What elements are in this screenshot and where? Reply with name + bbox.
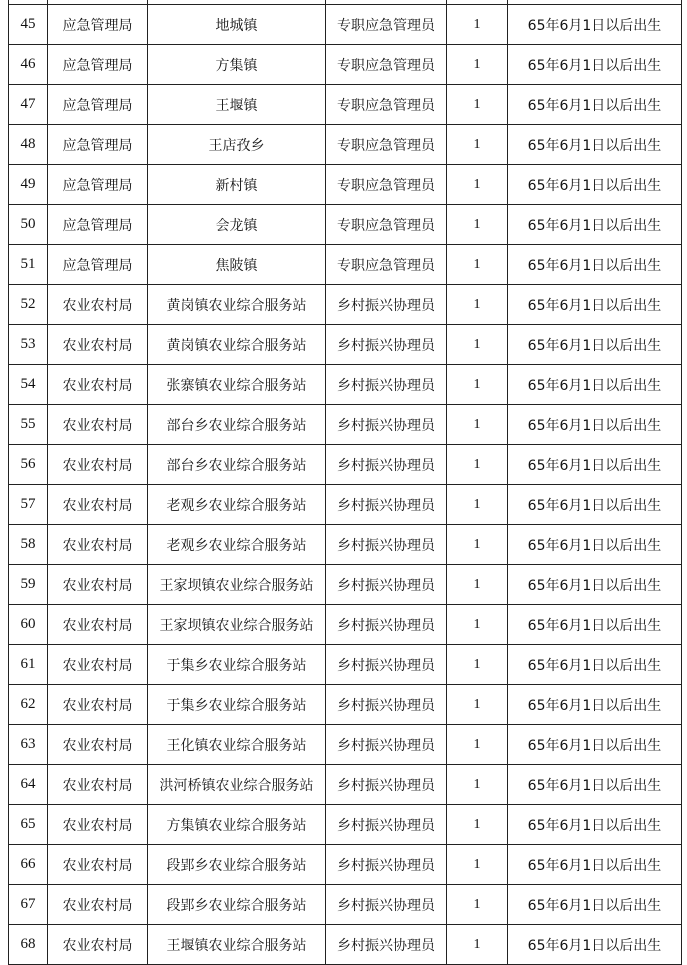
headcount-cell: 1 xyxy=(447,805,508,845)
table-row xyxy=(9,565,682,605)
position-cell: 乡村振兴协理员 xyxy=(326,325,447,365)
department-cell: 应急管理局 xyxy=(48,205,148,245)
position-cell: 专职应急管理员 xyxy=(326,5,447,45)
table-row xyxy=(9,685,682,725)
hiring-unit-cell: 王家坝镇农业综合服务站 xyxy=(148,605,326,645)
headcount-cell: 1 xyxy=(447,565,508,605)
hiring-unit-cell: 会龙镇 xyxy=(148,205,326,245)
table-row xyxy=(9,285,682,325)
hiring-unit-cell: 老观乡农业综合服务站 xyxy=(148,525,326,565)
table-row xyxy=(9,765,682,805)
table-row xyxy=(9,205,682,245)
department-cell: 农业农村局 xyxy=(48,925,148,965)
hiring-unit-cell: 方集镇农业综合服务站 xyxy=(148,805,326,845)
requirement-cell: 65年6月1日以后出生 xyxy=(508,45,682,85)
department-cell: 农业农村局 xyxy=(48,285,148,325)
row-number-cell: 64 xyxy=(9,765,48,805)
row-number-cell: 68 xyxy=(9,925,48,965)
department-cell: 农业农村局 xyxy=(48,685,148,725)
requirement-cell: 65年6月1日以后出生 xyxy=(508,325,682,365)
department-cell: 农业农村局 xyxy=(48,765,148,805)
row-number-cell: 59 xyxy=(9,565,48,605)
position-cell: 专职应急管理员 xyxy=(326,125,447,165)
department-cell: 农业农村局 xyxy=(48,805,148,845)
table-row xyxy=(9,365,682,405)
hiring-unit-cell: 张寨镇农业综合服务站 xyxy=(148,365,326,405)
row-number-cell: 48 xyxy=(9,125,48,165)
headcount-cell: 1 xyxy=(447,605,508,645)
row-number-cell: 47 xyxy=(9,85,48,125)
table-row xyxy=(9,405,682,445)
requirement-cell: 65年6月1日以后出生 xyxy=(508,565,682,605)
requirement-cell: 65年6月1日以后出生 xyxy=(508,845,682,885)
headcount-cell: 1 xyxy=(447,645,508,685)
table-row xyxy=(9,925,682,965)
hiring-unit-cell: 部台乡农业综合服务站 xyxy=(148,445,326,485)
requirement-cell: 65年6月1日以后出生 xyxy=(508,885,682,925)
requirement-cell: 65年6月1日以后出生 xyxy=(508,245,682,285)
row-number-cell: 51 xyxy=(9,245,48,285)
headcount-cell: 1 xyxy=(447,725,508,765)
headcount-cell: 1 xyxy=(447,685,508,725)
position-cell: 乡村振兴协理员 xyxy=(326,365,447,405)
hiring-unit-cell: 老观乡农业综合服务站 xyxy=(148,485,326,525)
position-cell: 专职应急管理员 xyxy=(326,85,447,125)
position-cell: 乡村振兴协理员 xyxy=(326,845,447,885)
requirement-cell: 65年6月1日以后出生 xyxy=(508,285,682,325)
position-cell: 乡村振兴协理员 xyxy=(326,645,447,685)
hiring-unit-cell: 王化镇农业综合服务站 xyxy=(148,725,326,765)
table-row xyxy=(9,445,682,485)
row-number-cell: 61 xyxy=(9,645,48,685)
department-cell: 农业农村局 xyxy=(48,605,148,645)
position-cell: 乡村振兴协理员 xyxy=(326,725,447,765)
hiring-unit-cell: 部台乡农业综合服务站 xyxy=(148,405,326,445)
headcount-cell: 1 xyxy=(447,45,508,85)
row-number-cell: 57 xyxy=(9,485,48,525)
row-number-cell: 45 xyxy=(9,5,48,45)
position-cell: 乡村振兴协理员 xyxy=(326,285,447,325)
position-cell: 乡村振兴协理员 xyxy=(326,885,447,925)
hiring-unit-cell: 于集乡农业综合服务站 xyxy=(148,685,326,725)
table-row xyxy=(9,845,682,885)
requirement-cell: 65年6月1日以后出生 xyxy=(508,5,682,45)
row-number-cell: 67 xyxy=(9,885,48,925)
requirement-cell: 65年6月1日以后出生 xyxy=(508,805,682,845)
department-cell: 农业农村局 xyxy=(48,645,148,685)
hiring-unit-cell: 王堰镇农业综合服务站 xyxy=(148,925,326,965)
requirement-cell: 65年6月1日以后出生 xyxy=(508,645,682,685)
table-row xyxy=(9,645,682,685)
row-number-cell: 65 xyxy=(9,805,48,845)
department-cell: 农业农村局 xyxy=(48,525,148,565)
requirement-cell: 65年6月1日以后出生 xyxy=(508,205,682,245)
row-number-cell: 53 xyxy=(9,325,48,365)
hiring-unit-cell: 段郢乡农业综合服务站 xyxy=(148,845,326,885)
row-number-cell: 56 xyxy=(9,445,48,485)
department-cell: 应急管理局 xyxy=(48,5,148,45)
headcount-cell: 1 xyxy=(447,365,508,405)
department-cell: 应急管理局 xyxy=(48,125,148,165)
requirement-cell: 65年6月1日以后出生 xyxy=(508,165,682,205)
position-cell: 专职应急管理员 xyxy=(326,245,447,285)
headcount-cell: 1 xyxy=(447,525,508,565)
headcount-cell: 1 xyxy=(447,765,508,805)
table-row xyxy=(9,605,682,645)
hiring-unit-cell: 黄岗镇农业综合服务站 xyxy=(148,325,326,365)
row-number-cell: 58 xyxy=(9,525,48,565)
headcount-cell: 1 xyxy=(447,845,508,885)
position-cell: 乡村振兴协理员 xyxy=(326,685,447,725)
department-cell: 应急管理局 xyxy=(48,85,148,125)
hiring-unit-cell: 黄岗镇农业综合服务站 xyxy=(148,285,326,325)
headcount-cell: 1 xyxy=(447,445,508,485)
position-cell: 专职应急管理员 xyxy=(326,45,447,85)
headcount-cell: 1 xyxy=(447,165,508,205)
position-cell: 乡村振兴协理员 xyxy=(326,765,447,805)
position-cell: 乡村振兴协理员 xyxy=(326,605,447,645)
position-cell: 乡村振兴协理员 xyxy=(326,565,447,605)
headcount-cell: 1 xyxy=(447,205,508,245)
requirement-cell: 65年6月1日以后出生 xyxy=(508,125,682,165)
table-row xyxy=(9,885,682,925)
headcount-cell: 1 xyxy=(447,285,508,325)
department-cell: 应急管理局 xyxy=(48,45,148,85)
headcount-cell: 1 xyxy=(447,5,508,45)
department-cell: 农业农村局 xyxy=(48,885,148,925)
hiring-unit-cell: 于集乡农业综合服务站 xyxy=(148,645,326,685)
headcount-cell: 1 xyxy=(447,485,508,525)
table-row xyxy=(9,85,682,125)
department-cell: 农业农村局 xyxy=(48,365,148,405)
department-cell: 应急管理局 xyxy=(48,165,148,205)
table-row xyxy=(9,45,682,85)
table-row xyxy=(9,525,682,565)
hiring-unit-cell: 方集镇 xyxy=(148,45,326,85)
position-cell: 乡村振兴协理员 xyxy=(326,485,447,525)
department-cell: 农业农村局 xyxy=(48,485,148,525)
requirement-cell: 65年6月1日以后出生 xyxy=(508,925,682,965)
row-number-cell: 55 xyxy=(9,405,48,445)
position-cell: 专职应急管理员 xyxy=(326,205,447,245)
positions-table-body xyxy=(9,0,682,965)
position-cell: 乡村振兴协理员 xyxy=(326,445,447,485)
row-number-cell: 49 xyxy=(9,165,48,205)
requirement-cell: 65年6月1日以后出生 xyxy=(508,685,682,725)
row-number-cell: 52 xyxy=(9,285,48,325)
department-cell: 农业农村局 xyxy=(48,325,148,365)
headcount-cell: 1 xyxy=(447,245,508,285)
table-row xyxy=(9,125,682,165)
headcount-cell: 1 xyxy=(447,925,508,965)
hiring-unit-cell: 王店孜乡 xyxy=(148,125,326,165)
hiring-unit-cell: 新村镇 xyxy=(148,165,326,205)
row-number-cell: 50 xyxy=(9,205,48,245)
table-row xyxy=(9,805,682,845)
hiring-unit-cell: 王堰镇 xyxy=(148,85,326,125)
hiring-unit-cell: 洪河桥镇农业综合服务站 xyxy=(148,765,326,805)
department-cell: 农业农村局 xyxy=(48,725,148,765)
headcount-cell: 1 xyxy=(447,885,508,925)
department-cell: 农业农村局 xyxy=(48,845,148,885)
table-row xyxy=(9,325,682,365)
requirement-cell: 65年6月1日以后出生 xyxy=(508,85,682,125)
requirement-cell: 65年6月1日以后出生 xyxy=(508,525,682,565)
headcount-cell: 1 xyxy=(447,85,508,125)
row-number-cell: 66 xyxy=(9,845,48,885)
row-number-cell: 46 xyxy=(9,45,48,85)
table-row xyxy=(9,245,682,285)
positions-table xyxy=(8,0,682,965)
row-number-cell: 62 xyxy=(9,685,48,725)
table-row xyxy=(9,725,682,765)
position-cell: 专职应急管理员 xyxy=(326,165,447,205)
requirement-cell: 65年6月1日以后出生 xyxy=(508,485,682,525)
requirement-cell: 65年6月1日以后出生 xyxy=(508,445,682,485)
requirement-cell: 65年6月1日以后出生 xyxy=(508,405,682,445)
department-cell: 农业农村局 xyxy=(48,405,148,445)
hiring-unit-cell: 焦陂镇 xyxy=(148,245,326,285)
hiring-unit-cell: 段郢乡农业综合服务站 xyxy=(148,885,326,925)
headcount-cell: 1 xyxy=(447,405,508,445)
requirement-cell: 65年6月1日以后出生 xyxy=(508,725,682,765)
position-cell: 乡村振兴协理员 xyxy=(326,405,447,445)
hiring-unit-cell: 地城镇 xyxy=(148,5,326,45)
table-row xyxy=(9,165,682,205)
position-cell: 乡村振兴协理员 xyxy=(326,525,447,565)
department-cell: 农业农村局 xyxy=(48,445,148,485)
requirement-cell: 65年6月1日以后出生 xyxy=(508,765,682,805)
requirement-cell: 65年6月1日以后出生 xyxy=(508,605,682,645)
row-number-cell: 60 xyxy=(9,605,48,645)
department-cell: 应急管理局 xyxy=(48,245,148,285)
headcount-cell: 1 xyxy=(447,125,508,165)
position-cell: 乡村振兴协理员 xyxy=(326,925,447,965)
headcount-cell: 1 xyxy=(447,325,508,365)
row-number-cell: 54 xyxy=(9,365,48,405)
position-cell: 乡村振兴协理员 xyxy=(326,805,447,845)
hiring-unit-cell: 王家坝镇农业综合服务站 xyxy=(148,565,326,605)
department-cell: 农业农村局 xyxy=(48,565,148,605)
table-row xyxy=(9,485,682,525)
row-number-cell: 63 xyxy=(9,725,48,765)
requirement-cell: 65年6月1日以后出生 xyxy=(508,365,682,405)
table-row xyxy=(9,5,682,45)
